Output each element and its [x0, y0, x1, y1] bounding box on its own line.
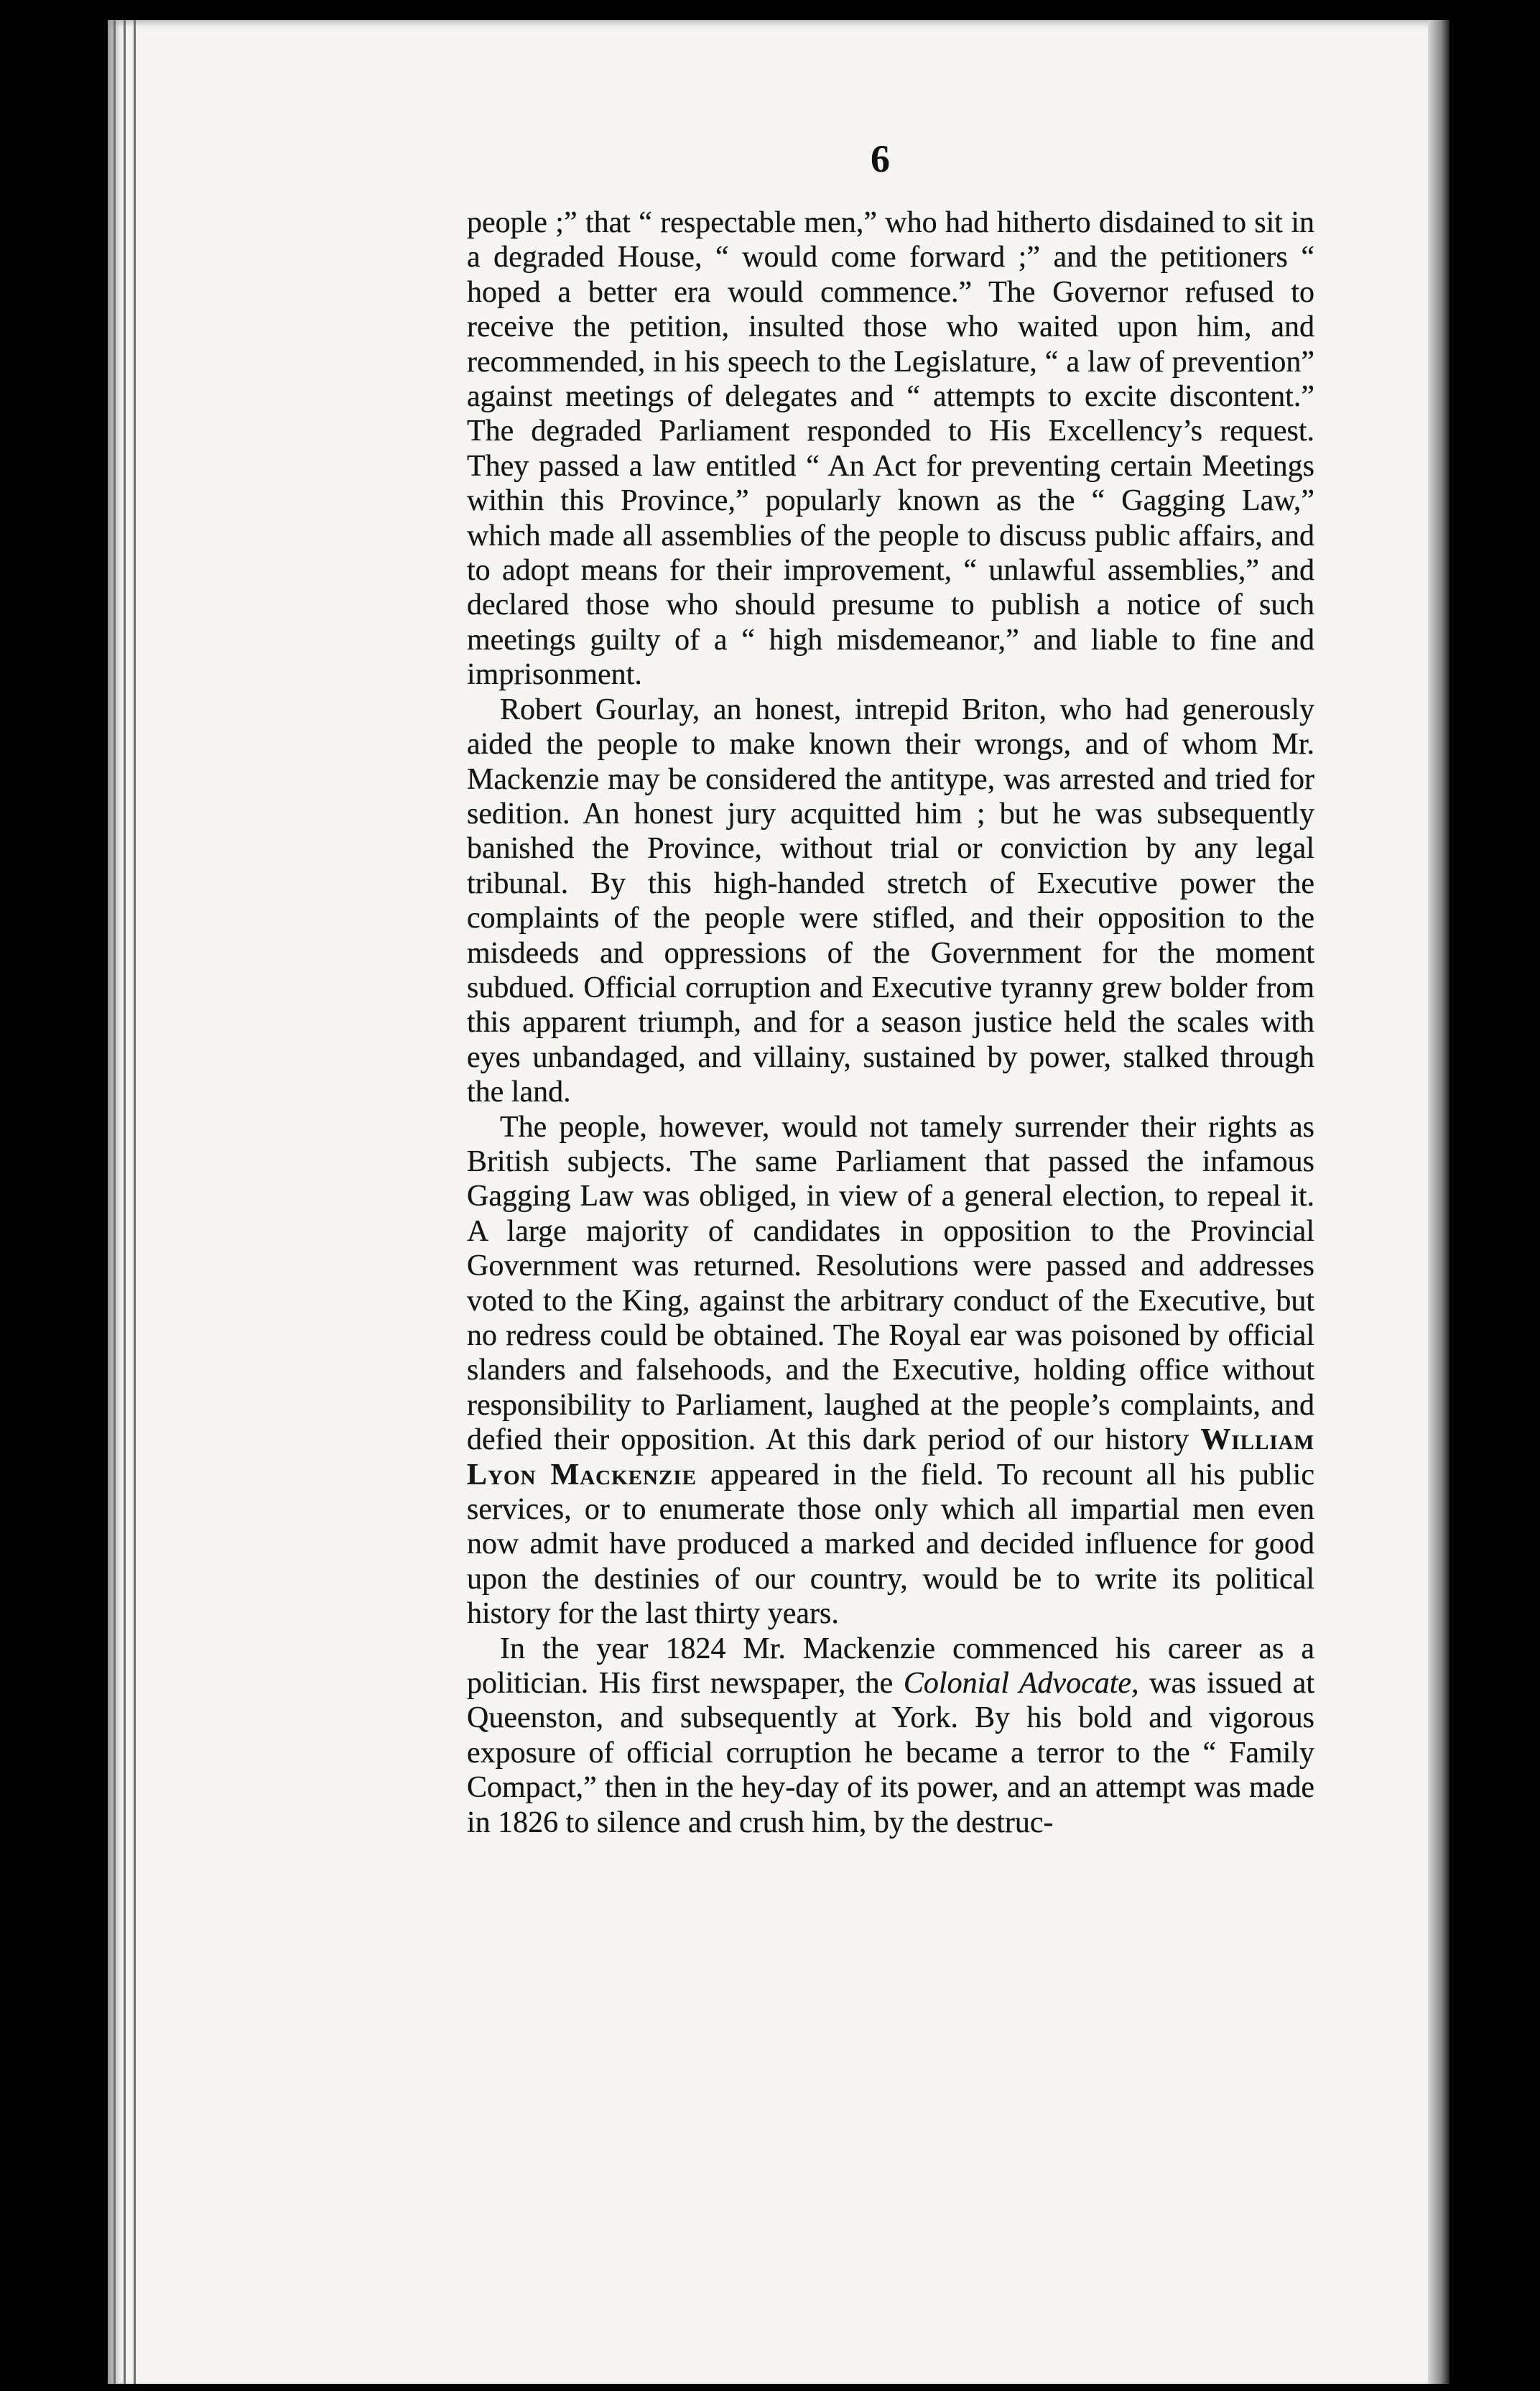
- page-edge-shadow: [1428, 20, 1449, 2384]
- name-william-lyon-mackenzie: William Lyon Mackenzie: [467, 1423, 1314, 1492]
- newspaper-title: Colonial Advocate,: [903, 1667, 1139, 1701]
- paragraph-1: people ;” that “ respectable men,” who had hitherto disdained to sit in a degraded House, “ would come forward ;” and the petitioners “ hoped a better era would commence.” The Governor refused to receive the petition, insulted those who waited upon him, and recommended, in his speech to the Legislature, “ a law of prevention” against meetings of delegates and “ attempts to excite discontent.” The degraded Parliament responded to His Excellency’s request. They passed a law entitled “ An Act for preventing certain Meetings within this Province,” popularly known as the “ Gagging Law,” which made all assemblies of the people to discuss public affairs, and to adopt means for their improvement, “ unlawful assemblies,” and declared those who should presume to publish a notice of such meetings guilty of a “ high misdemeanor,” and liable to fine and imprisonment.: [467, 206, 1314, 692]
- paragraph-4-text-before: In the year 1824 Mr. Mackenzie commenced his career as a politician. His first newspaper, the: [467, 1632, 1314, 1701]
- paragraph-3-text-after: appeared in the field. To recount all his public services, or to enumerate those only which all impartial men even now admit have produced a marked and decided influence for good upon the destinies of our country, would be to write its political history for the last thirty years.: [467, 1458, 1314, 1631]
- body-text: [467, 205, 1314, 1840]
- paragraph-4-text-after: was issued at Queenston, and subsequently at York. By his bold and vigorous exposure of official corruption he became a terror to the “ Family Compact,” then in the hey-day of its power, and an attempt was made in 1826 to silence and crush him, by the destruc-: [467, 1667, 1314, 1839]
- paragraph-3-text-before: The people, however, would not tamely surrender their rights as British subjects. The same Parliament that passed the infamous Gagging Law was obliged, in view of a general election, to repeal it. A large majority of candidates in opposition to the Provincial Government was returned. Resolutions were passed and addresses voted to the King, against the arbitrary conduct of the Executive, but no redress could be obtained. The Royal ear was poisoned by official slanders and falsehoods, and the Executive, holding office without responsibility to Parliament, laughed at the people’s complaints, and defied their opposition. At this dark period of our history: [467, 1110, 1314, 1457]
- page-number: 6: [871, 137, 890, 180]
- paragraph-2: Robert Gourlay, an honest, intrepid Briton, who had generously aided the people to make known their wrongs, and of whom Mr. Mackenzie may be considered the antitype, was arrested and tried for sedition. An honest jury acquitted him ; but he was subsequently banished the Province, without trial or conviction by any legal tribunal. By this high-handed stretch of Executive power the complaints of the people were stifled, and their opposition to the misdeeds and oppressions of the Government for the moment subdued. Official corruption and Executive tyranny grew bolder from this apparent triumph, and for a season justice held the scales with eyes unbandaged, and villainy, sustained by power, stalked through the land.: [467, 693, 1314, 1109]
- paragraph-4: [467, 1632, 1314, 1840]
- paragraph-3: [467, 1110, 1314, 1632]
